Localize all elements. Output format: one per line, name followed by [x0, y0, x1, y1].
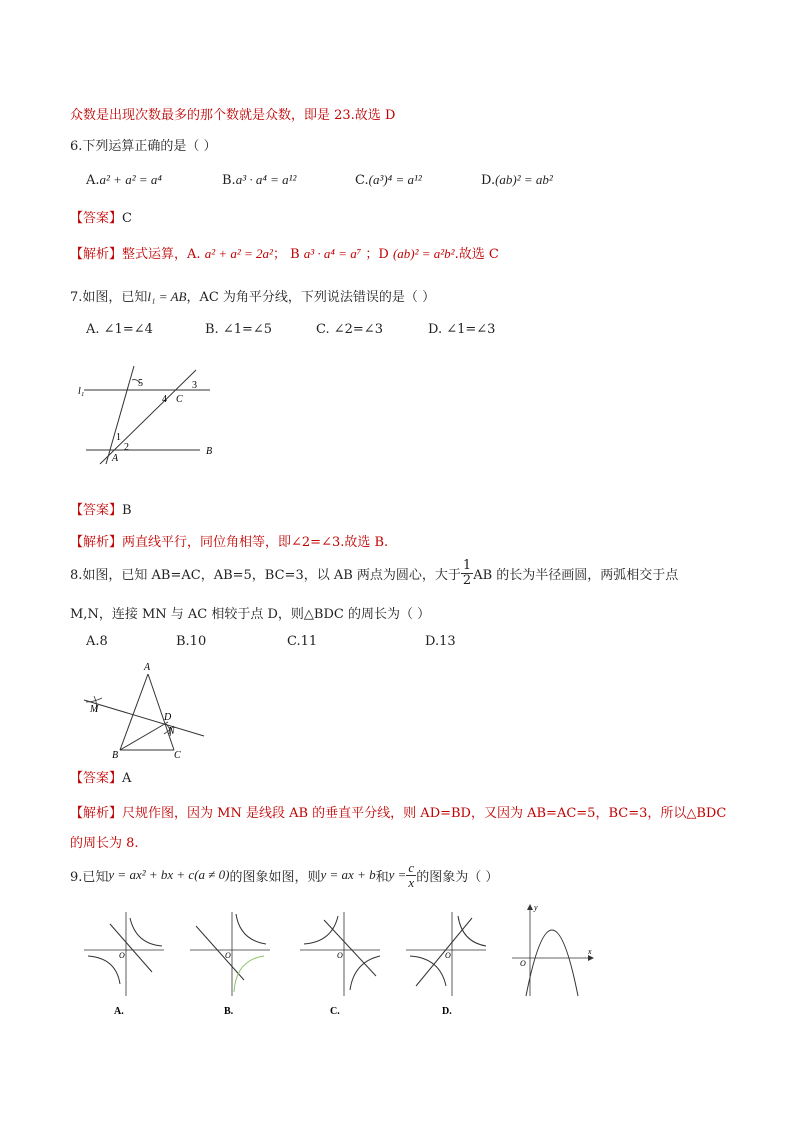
q8-label-n: N [168, 726, 175, 737]
answer-label: 【答案】 [70, 771, 123, 786]
q8-analysis-line2: 的周长为 8. [70, 836, 139, 851]
q8-option-b: B.10 [176, 634, 207, 649]
q6-option-b [222, 172, 296, 188]
q9-graph-a-origin: O [119, 951, 125, 960]
q7-label-b: B [206, 446, 213, 457]
q8-figure [80, 660, 210, 762]
q9-graph-b-hyperbola-2 [234, 956, 264, 992]
q9-stem-prefix: 9.已知 [70, 869, 109, 885]
q8-label-d: D [164, 712, 172, 723]
q7-label-a: A [112, 453, 119, 464]
q9-frac-num: c [408, 859, 415, 875]
q7-label-4: 4 [162, 394, 167, 405]
q9-parabola-curve [526, 930, 578, 996]
q7-option-a: A. ∠1=∠4 [86, 322, 153, 337]
q7-label-l1: l₁ [78, 386, 85, 397]
intro-line: 众数是出现次数最多的那个数就是众数，即是 23.故选 D [70, 108, 396, 123]
analysis-label: 【解析】 [70, 247, 123, 262]
q7-stem [70, 286, 435, 305]
q6-analysis-expr2: a³ · a⁴ = a⁷ [303, 246, 362, 261]
q8-label-b: B [112, 750, 119, 761]
q8-segment-bd [120, 722, 168, 750]
q9-graph-b-origin: O [225, 951, 231, 960]
q9-stem [70, 857, 498, 893]
q9-graph-d-origin: O [445, 951, 451, 960]
q8-answer-value: A [122, 771, 132, 786]
q8-analysis-line1 [70, 802, 726, 821]
q8-answer [70, 767, 131, 786]
answer-label: 【答案】 [70, 503, 123, 518]
q6-option-b-label: B. [222, 173, 236, 188]
q9-graph-a-label: A. [114, 1006, 124, 1017]
q6-option-c-label: C. [355, 173, 369, 188]
q9-graph-d [402, 910, 494, 1020]
q8-label-c: C [174, 750, 181, 761]
q8-stem-suffix: AB 的长为半径画圆，两弧相交于点 [473, 567, 679, 583]
q9-stem-expr2: y = ax + b [320, 867, 376, 882]
q9-stem-suffix: 的图象为（ ） [416, 869, 499, 885]
q7-option-c: C. ∠2=∠3 [316, 322, 383, 337]
q9-stem-and: 和 [375, 869, 389, 885]
q9-graph-a-hyperbola-1 [130, 918, 162, 946]
q8-option-d: D.13 [425, 634, 456, 649]
q9-graph-b-hyperbola-1 [236, 914, 266, 944]
q6-analysis-suffix: .故选 C [454, 247, 499, 262]
q8-stem-line1 [70, 555, 678, 591]
q9-graph-d-hyperbola-1 [458, 916, 486, 946]
q6-answer-value: C [122, 211, 132, 226]
q7-label-5: 5 [138, 378, 143, 389]
q7-label-1: 1 [116, 432, 121, 443]
q6-analysis-sep2: ；D [361, 247, 389, 262]
q9-graph-c [296, 910, 388, 1020]
q8-fraction [461, 559, 473, 587]
q7-analysis [70, 531, 388, 550]
q6-analysis [70, 243, 499, 262]
q6-option-a [86, 172, 162, 188]
analysis-label: 【解析】 [70, 806, 123, 821]
q8-frac-num: 1 [462, 557, 472, 573]
q9-graph-b-line [196, 926, 244, 980]
q6-option-a-label: A. [86, 173, 100, 188]
q7-option-b: B. ∠1=∠5 [205, 322, 273, 337]
q7-label-2: 2 [124, 442, 129, 453]
q9-graph-b [186, 910, 278, 1020]
q6-analysis-expr3: (ab)² = a²b² [392, 246, 455, 261]
q7-transversal [106, 366, 134, 464]
q6-analysis-expr1: a² + a² = 2a² [204, 246, 273, 261]
q7-answer-value: B [122, 503, 132, 518]
q6-option-d-label: D. [481, 173, 496, 188]
q9-fraction [406, 861, 416, 889]
q9-graph-c-line [324, 920, 376, 976]
q9-graph-c-origin: O [337, 951, 343, 960]
q9-graph-d-label: D. [442, 1006, 452, 1017]
q9-graph-a [80, 910, 172, 1020]
q9-parabola-y-label: y [534, 903, 538, 912]
q8-stem-prefix: 8.如图，已知 AB=AC，AB=5，BC=3，以 AB 两点为圆心，大于 [70, 567, 461, 583]
q9-graph-a-line [110, 924, 152, 972]
q9-graph-c-hyperbola-2 [350, 956, 380, 990]
q6-option-b-expr: a³ · a⁴ = a¹² [235, 172, 297, 187]
q7-stem-prefix: 7.如图，已知 [70, 290, 148, 305]
q8-label-m: M [90, 704, 99, 715]
q9-graph-d-line [416, 918, 472, 986]
q9-stem-mid: 的图象如图，则 [229, 869, 321, 885]
q8-stem-line2: M,N，连接 MN 与 AC 相较于点 D，则△BDC 的周长为（ ） [70, 607, 431, 622]
q9-graph-c-label: C. [330, 1006, 340, 1017]
q9-stem-expr1: y = ax² + bx + c(a ≠ 0) [108, 867, 230, 882]
q6-option-d [481, 172, 553, 188]
q7-label-3: 3 [192, 380, 197, 391]
q9-parabola-graph [508, 900, 600, 1000]
q8-frac-den: 2 [462, 572, 472, 588]
q8-analysis-text: 尺规作图，因为 MN 是线段 AB 的垂直平分线，则 AD=BD，又因为 AB=AC=5，BC=3，所以△BDC [122, 806, 727, 821]
q9-parabola-x-label: x [588, 947, 592, 956]
q9-parabola-origin: O [520, 959, 526, 968]
q7-analysis-text: 两直线平行，同位角相等，即∠2=∠3.故选 B. [122, 535, 389, 550]
q6-answer [70, 207, 132, 226]
q6-option-c-expr: (a³)⁴ = a¹² [368, 172, 422, 187]
q6-option-d-expr: (ab)² = ab² [495, 172, 553, 187]
q9-graph-b-label: B. [224, 1006, 234, 1017]
q7-figure [70, 360, 230, 470]
analysis-label: 【解析】 [70, 535, 123, 550]
q8-line-mn [84, 700, 204, 736]
q9-stem-expr3: y = [388, 867, 407, 882]
q9-graph-a-hyperbola-2 [88, 956, 120, 984]
q6-option-a-expr: a² + a² = a⁴ [99, 172, 162, 187]
q7-option-d: D. ∠1=∠3 [428, 322, 496, 337]
answer-label: 【答案】 [70, 211, 123, 226]
q8-label-a: A [144, 662, 151, 673]
q8-option-a: A.8 [86, 634, 108, 649]
q7-answer [70, 499, 132, 518]
q6-analysis-prefix: 整式运算，A. [122, 247, 201, 262]
q6-stem: 6.下列运算正确的是（ ） [70, 139, 217, 154]
q8-option-c: C.11 [287, 634, 318, 649]
q7-label-c: C [176, 394, 183, 405]
q6-option-c [355, 172, 422, 188]
q9-frac-den: x [408, 874, 415, 890]
q7-stem-expr: l₁ = AB [147, 289, 187, 304]
q6-analysis-sep1: ； B [272, 247, 300, 262]
q7-stem-suffix: ，AC 为角平分线，下列说法错误的是（ ） [186, 290, 436, 305]
q9-parabola-y-arrow [527, 904, 533, 910]
